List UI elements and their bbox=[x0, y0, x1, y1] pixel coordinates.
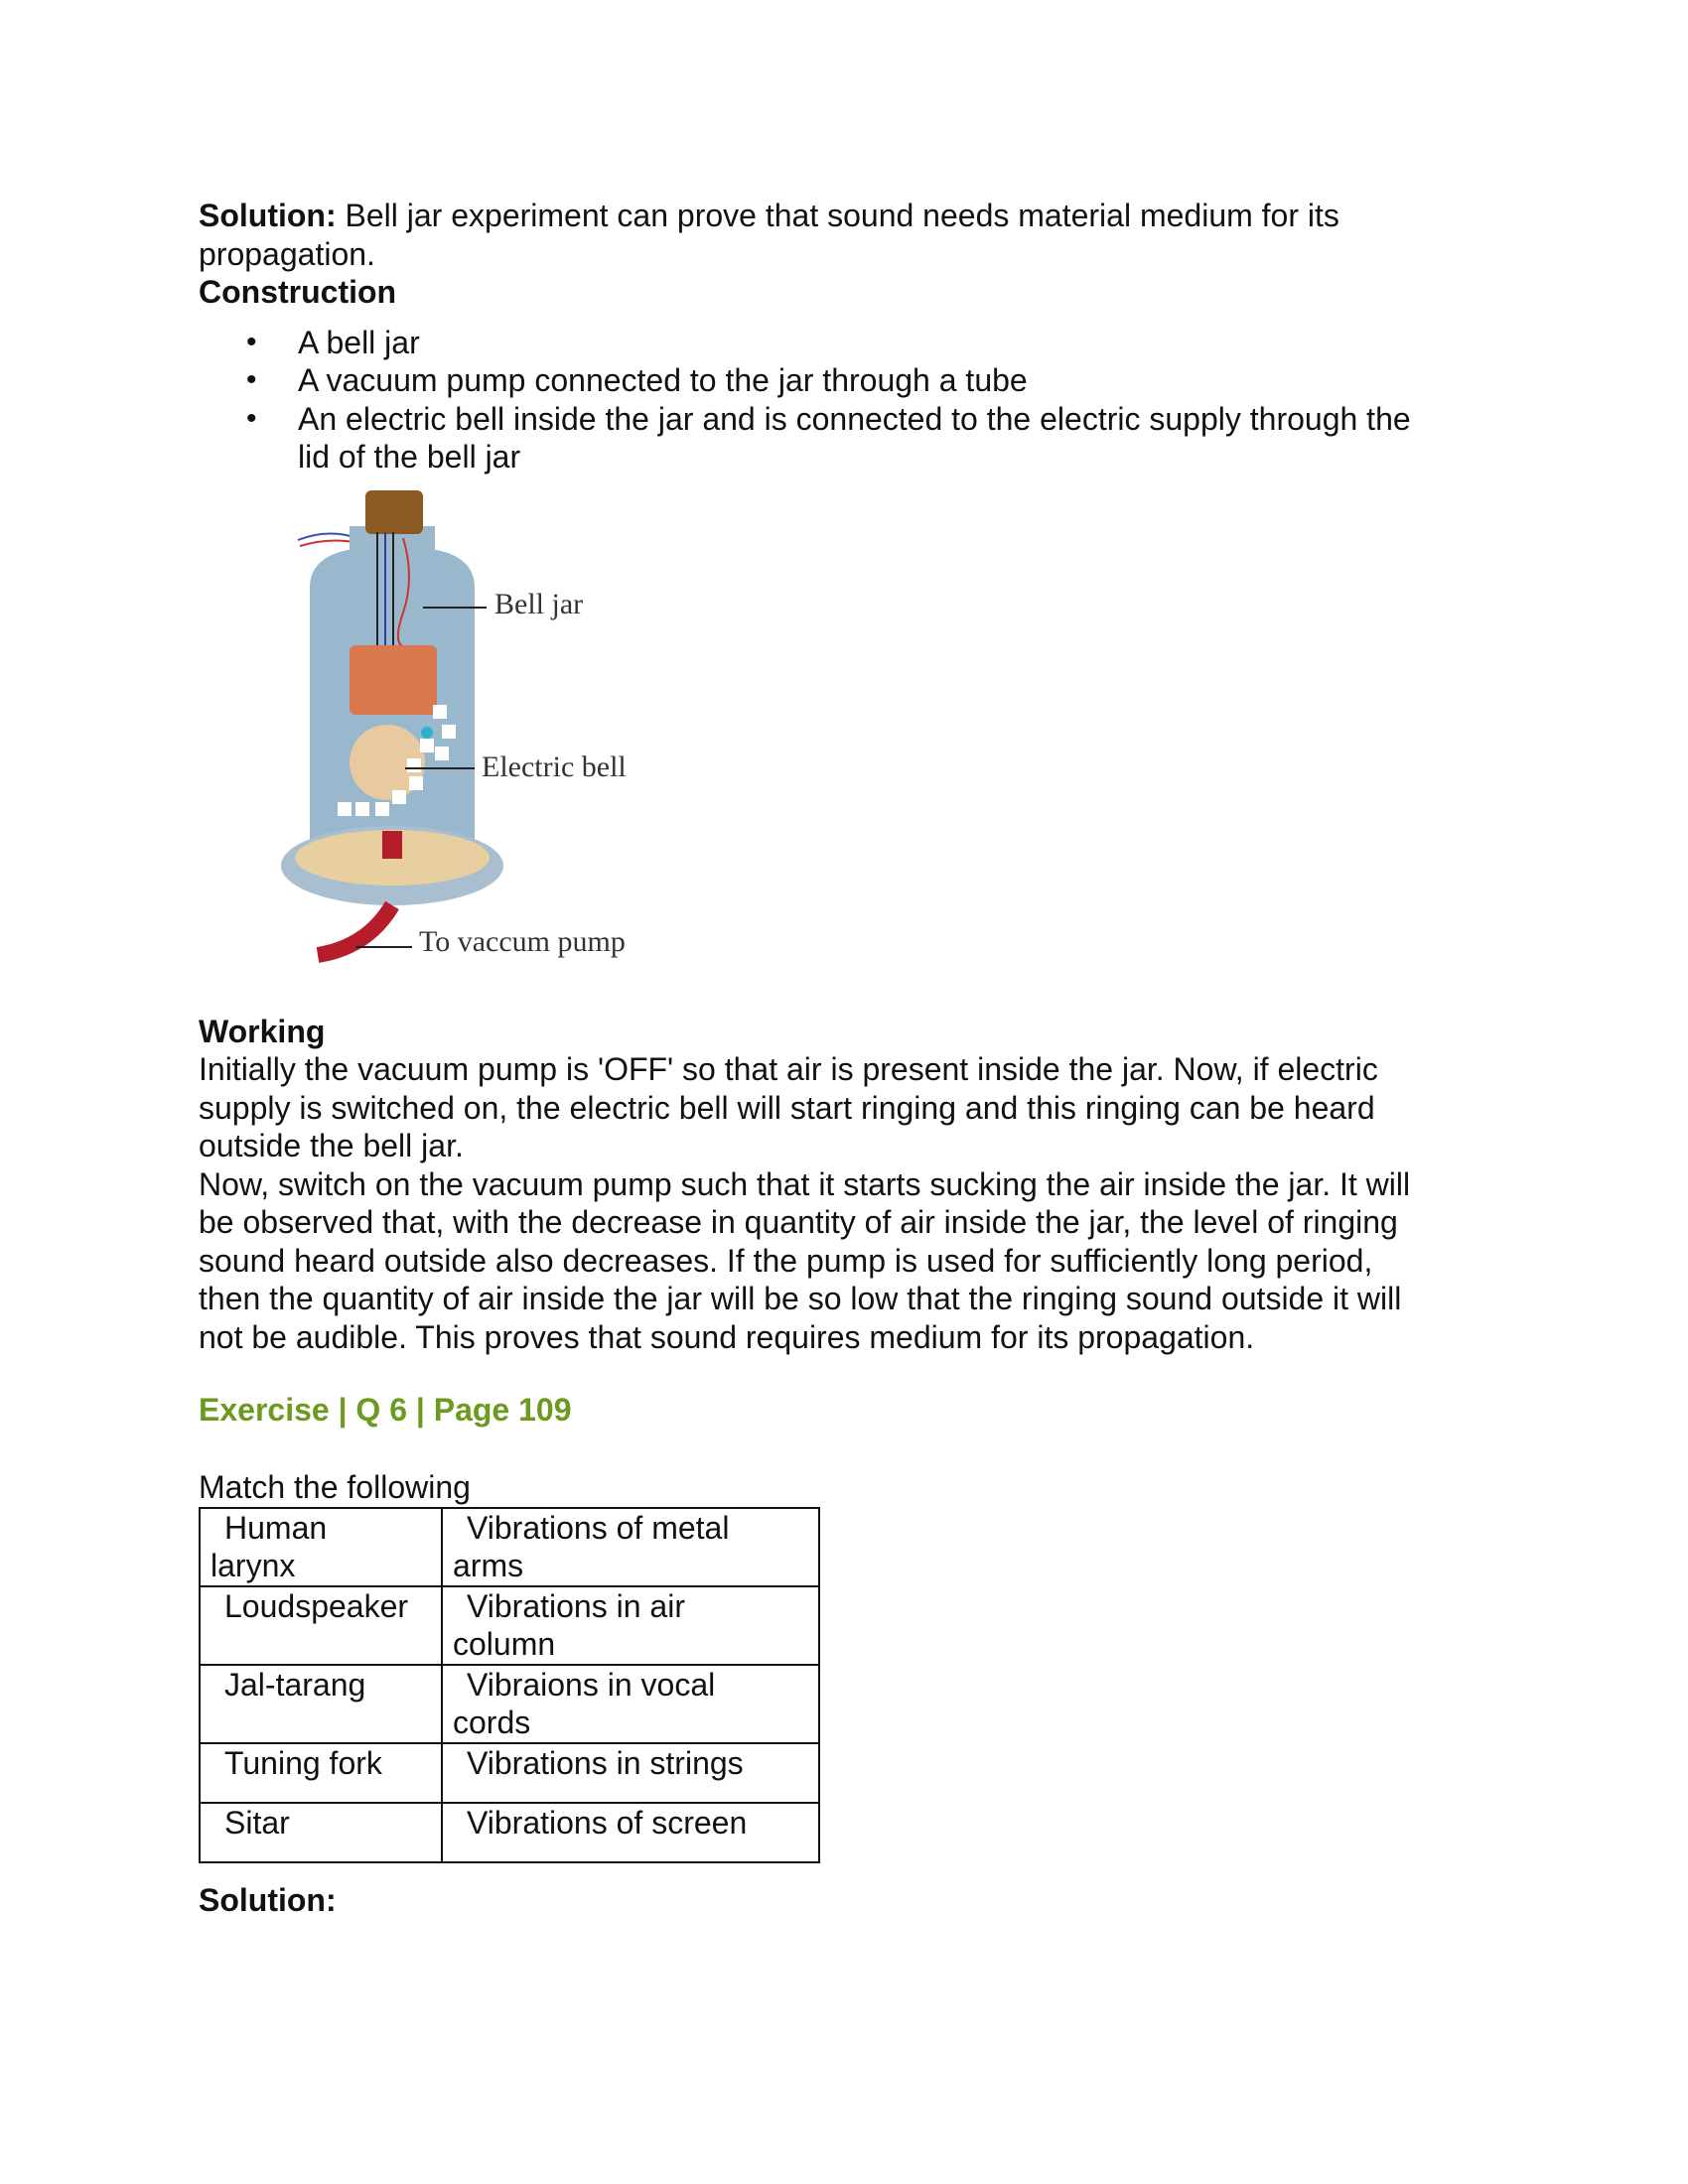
construction-list bbox=[199, 324, 1489, 477]
working-line: not be audible. This proves that sound requires medium for its propagation. bbox=[199, 1318, 1255, 1355]
table-row bbox=[200, 1803, 819, 1862]
table-row bbox=[200, 1508, 819, 1586]
working-line: Initially the vacuum pump is 'OFF' so that air is present inside the jar. Now, if electric bbox=[199, 1051, 1378, 1087]
exercise-heading: Exercise | Q 6 | Page 109 bbox=[199, 1392, 572, 1428]
solution-label-2: Solution: bbox=[199, 1881, 337, 1918]
list-item-line: lid of the bell jar bbox=[298, 439, 521, 475]
label-electric-bell: Electric bell bbox=[482, 750, 627, 783]
match-table bbox=[199, 1507, 820, 1863]
table-row bbox=[200, 1665, 819, 1743]
table-cell: Human larynx bbox=[200, 1508, 442, 1586]
table-cell: Vibrations of metal arms bbox=[442, 1508, 819, 1586]
match-intro: Match the following bbox=[199, 1468, 471, 1505]
label-bell-jar: Bell jar bbox=[494, 587, 584, 620]
table-cell: Vibraions in vocal cords bbox=[442, 1665, 819, 1743]
table-cell: Loudspeaker bbox=[200, 1586, 442, 1665]
working-text bbox=[199, 1050, 1489, 1356]
bell-jar-diagram bbox=[238, 488, 755, 985]
solution-paragraph bbox=[199, 197, 1489, 235]
table-cell: Sitar bbox=[200, 1803, 442, 1862]
working-line: sound heard outside also decreases. If the pump is used for sufficiently long period, bbox=[199, 1242, 1373, 1279]
table-cell: Vibrations of screen bbox=[442, 1803, 819, 1862]
list-item: • A bell jar bbox=[298, 324, 1489, 362]
table-row bbox=[200, 1743, 819, 1803]
solution-text: Bell jar experiment can prove that sound needs material medium for its bbox=[336, 198, 1339, 233]
table-cell: Vibrations in strings bbox=[442, 1743, 819, 1803]
working-line: supply is switched on, the electric bell will start ringing and this ringing can be heard bbox=[199, 1089, 1375, 1126]
list-item: • A vacuum pump connected to the jar through a tube bbox=[298, 361, 1489, 400]
working-line: then the quantity of air inside the jar will be so low that the ringing sound outside it will bbox=[199, 1281, 1402, 1316]
table-cell: Tuning fork bbox=[200, 1743, 442, 1803]
solution-label: Solution: bbox=[199, 198, 337, 233]
solution-text-continued: propagation. bbox=[199, 235, 375, 272]
working-heading: Working bbox=[199, 1013, 326, 1049]
working-line: outside the bell jar. bbox=[199, 1128, 464, 1163]
bell-jar-figure bbox=[238, 488, 755, 985]
label-vacuum-pump: To vaccum pump bbox=[419, 924, 626, 958]
working-line: be observed that, with the decrease in quantity of air inside the jar, the level of ringing bbox=[199, 1204, 1398, 1240]
construction-heading: Construction bbox=[199, 274, 397, 310]
working-line: Now, switch on the vacuum pump such that it starts sucking the air inside the jar. It will bbox=[199, 1165, 1411, 1202]
list-item bbox=[298, 400, 1489, 477]
table-cell: Jal-tarang bbox=[200, 1665, 442, 1743]
table-row bbox=[200, 1586, 819, 1665]
document-page bbox=[199, 197, 1489, 1919]
table-cell: Vibrations in air column bbox=[442, 1586, 819, 1665]
list-item-line: An electric bell inside the jar and is connected to the electric supply through the bbox=[298, 400, 1411, 437]
